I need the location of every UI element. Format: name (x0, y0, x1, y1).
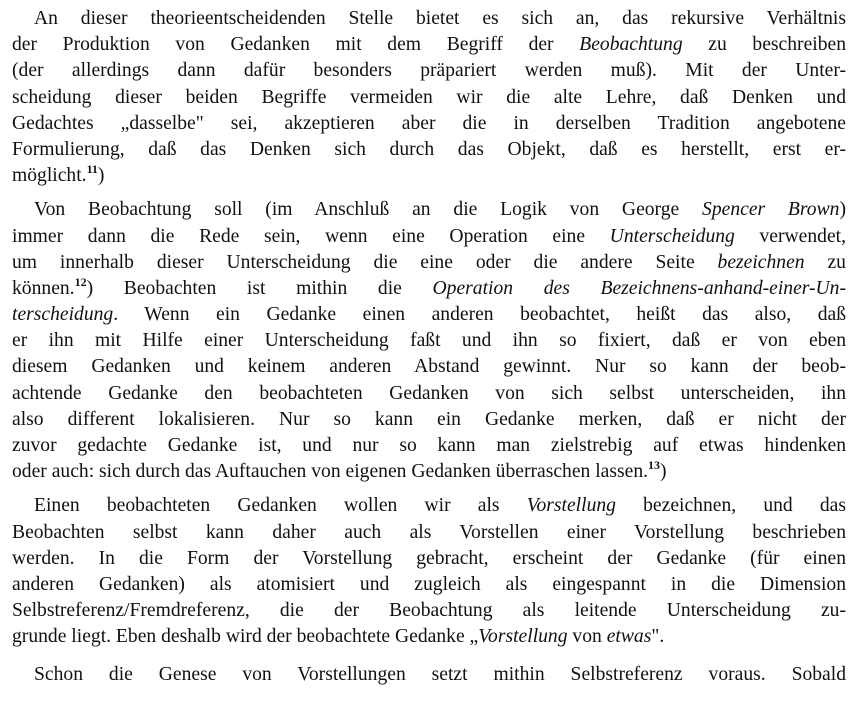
text-line (12, 197, 846, 223)
text-line (12, 32, 846, 58)
text-run: ) (839, 199, 846, 221)
text-line (12, 6, 846, 32)
text-run: zu beschreiben (682, 34, 847, 56)
italic-term: terscheidung (12, 304, 114, 326)
text-line (12, 381, 846, 407)
document-page (12, 6, 846, 688)
text-line (12, 433, 846, 459)
italic-term: etwas (606, 626, 652, 648)
text-run: möglicht. (12, 165, 87, 187)
text-run: An dieser theorieentscheidenden Stelle bietet es sich an, das rekursive Verhältnis (34, 8, 846, 29)
text-run: werden. In die Form der Vorstellung gebracht, erscheint der Gedanke (für einen (12, 547, 846, 569)
text-line (12, 520, 846, 546)
paragraph (12, 662, 846, 688)
text-run: zu (804, 251, 846, 273)
text-line (12, 58, 846, 84)
text-run: anderen Gedanken) als atomisiert und zugleich als eingespannt in die Dimension (12, 573, 846, 595)
text-line (12, 85, 846, 111)
text-run: Von Beobachtung soll (im Anschluß an die Logik von George (34, 199, 703, 221)
text-line (12, 111, 846, 137)
text-run: Selbstreferenz/Fremdreferenz, die der Beobachtung als leitende Unterscheidung zu- (12, 600, 846, 622)
text-line (12, 224, 846, 250)
text-run: scheidung dieser beiden Begriffe vermeiden wir die alte Lehre, daß Denken und (12, 86, 846, 108)
text-line (12, 163, 846, 189)
text-run: ) Beobachten ist mithin die (86, 277, 433, 299)
italic-term: Operation des Bezeichnens-anhand-einer-Un- (432, 277, 847, 299)
text-line (12, 459, 846, 485)
text-run: Einen beobachteten Gedanken wollen wir als (34, 495, 527, 517)
italic-term: bezeichnen (717, 251, 805, 273)
italic-term: Spencer Brown (702, 199, 840, 221)
text-run: oder auch: sich durch das Auftauchen von eigenen Gedanken überraschen lassen. (12, 461, 649, 483)
text-line (12, 493, 846, 519)
text-run: Schon die Genese von Vorstellungen setzt mithin Selbstreferenz voraus. Sobald (34, 663, 846, 685)
paragraph (12, 6, 846, 189)
text-line (12, 662, 846, 688)
text-run: achtende Gedanke den beobachteten Gedanken von sich selbst unterscheiden, ihn (12, 382, 846, 404)
text-run: verwendet, (734, 225, 846, 247)
text-run: von (567, 626, 607, 648)
text-line (12, 250, 846, 276)
text-line (12, 407, 846, 433)
text-run: können. (12, 277, 75, 299)
text-run: Beobachten selbst kann daher auch als Vorstellen einer Vorstellung beschrieben (12, 521, 846, 543)
italic-term: Vorstellung (478, 626, 568, 648)
italic-term: Beobachtung (579, 34, 683, 56)
text-run: also different lokalisieren. Nur so kann ein Gedanke merken, daß er nicht der (12, 408, 846, 430)
text-run: . Wenn ein Gedanke einen anderen beobachtet, heißt das also, daß (113, 304, 846, 326)
text-run: Gedachtes „dasselbe" sei, akzeptieren aber die in derselben Tradition angebotene (12, 112, 846, 134)
text-line (12, 137, 846, 163)
text-run: grunde liegt. Eben deshalb wird der beobachtete Gedanke „ (12, 626, 479, 648)
footnote-marker: 13 (648, 458, 661, 473)
text-line (12, 328, 846, 354)
text-line (12, 598, 846, 624)
text-run: immer dann die Rede sein, wenn eine Operation eine (12, 225, 610, 247)
text-line (12, 354, 846, 380)
text-run: um innerhalb dieser Unterscheidung die eine oder die andere Seite (12, 251, 718, 273)
text-run: diesem Gedanken und keinem anderen Abstand gewinnt. Nur so kann der beob- (12, 356, 846, 378)
text-run: ". (651, 626, 665, 648)
paragraph-gap (12, 189, 846, 197)
text-line (12, 302, 846, 328)
text-run: zuvor gedachte Gedanke ist, und nur so kann man zielstrebig auf etwas hindenken (12, 435, 846, 456)
footnote-marker: 12 (74, 274, 87, 289)
text-line (12, 624, 846, 650)
italic-term: Vorstellung (526, 495, 616, 517)
text-run: ) (97, 165, 105, 187)
text-line (12, 276, 846, 302)
text-run: ) (660, 461, 667, 483)
text-line (12, 546, 846, 572)
text-run: er ihn mit Hilfe einer Unterscheidung faßt und ihn so fixiert, daß er von eben (12, 330, 846, 352)
text-line (12, 572, 846, 598)
text-run: (der allerdings dann dafür besonders präpariert werden muß). Mit der Unter- (12, 60, 846, 82)
paragraph (12, 197, 846, 485)
text-run: bezeichnen, und das (615, 495, 846, 517)
footnote-marker: 11 (86, 162, 98, 177)
paragraph (12, 493, 846, 650)
paragraph-gap (12, 651, 846, 662)
paragraph-gap (12, 485, 846, 493)
italic-term: Unterscheidung (609, 225, 735, 247)
text-run: Formulierung, daß das Denken sich durch das Objekt, daß es herstellt, erst er- (12, 138, 846, 160)
text-run: der Produktion von Gedanken mit dem Begriff der (12, 34, 580, 56)
